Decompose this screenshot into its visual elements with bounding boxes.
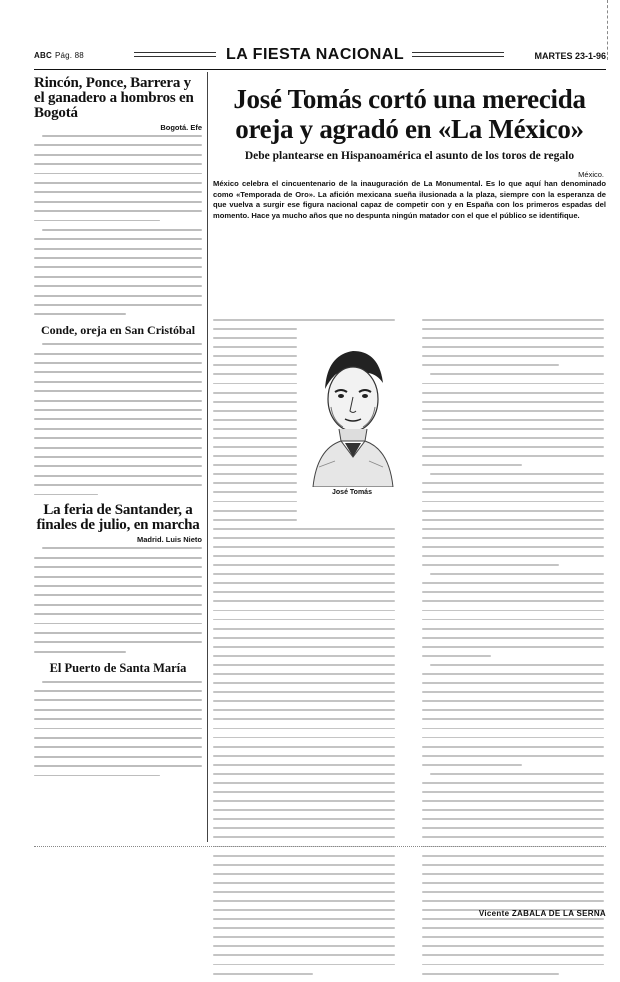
text-line	[34, 456, 202, 458]
text-line	[422, 936, 604, 938]
publication-name: ABC	[34, 51, 52, 60]
text-line	[430, 664, 604, 666]
text-line	[34, 690, 202, 692]
text-line	[422, 718, 604, 720]
text-line	[422, 337, 604, 339]
text-line	[213, 328, 297, 330]
text-line	[42, 135, 202, 137]
text-line	[422, 918, 604, 920]
text-line	[422, 537, 604, 539]
text-line	[34, 604, 202, 606]
footer-rule	[34, 846, 606, 847]
text-line	[422, 646, 604, 648]
text-line	[422, 619, 604, 621]
text-line	[422, 682, 604, 684]
text-line	[213, 973, 313, 975]
text-line	[213, 600, 395, 602]
text-line	[213, 673, 395, 675]
text-line	[34, 576, 202, 578]
text-line	[34, 220, 160, 222]
text-line	[213, 864, 395, 866]
text-line	[422, 355, 604, 357]
text-line	[213, 392, 297, 394]
text-line	[42, 547, 202, 549]
text-line	[213, 691, 395, 693]
page-number: Pág. 88	[54, 51, 84, 60]
author-signature: Vicente ZABALA DE LA SERNA	[478, 909, 606, 918]
publication-page-label	[34, 51, 84, 60]
text-line	[422, 728, 604, 730]
text-line	[422, 610, 604, 612]
header-rule	[412, 56, 504, 57]
text-line	[213, 700, 395, 702]
left-column	[34, 76, 202, 784]
text-line	[213, 446, 297, 448]
article-headline-puerto: El Puerto de Santa María	[49, 660, 187, 675]
text-line	[34, 613, 202, 615]
text-line	[34, 699, 202, 701]
text-line	[213, 836, 395, 838]
dateline: México.	[578, 170, 604, 179]
text-line	[34, 465, 202, 467]
text-line	[34, 437, 202, 439]
text-line	[34, 484, 202, 486]
text-line	[213, 728, 395, 730]
text-line	[34, 728, 202, 730]
text-line	[213, 637, 395, 639]
text-line	[422, 482, 604, 484]
text-line	[34, 371, 202, 373]
text-line	[422, 600, 604, 602]
text-line	[34, 210, 202, 212]
text-line	[422, 637, 604, 639]
text-line	[422, 882, 604, 884]
text-line	[34, 285, 202, 287]
text-line	[422, 737, 604, 739]
text-line	[213, 401, 297, 403]
text-line	[422, 501, 604, 503]
text-line	[213, 437, 297, 439]
text-line	[213, 528, 395, 530]
text-line	[34, 566, 202, 568]
text-line	[213, 954, 395, 956]
text-line	[422, 691, 604, 693]
article-body-san-cristobal	[34, 343, 202, 495]
text-line	[213, 591, 395, 593]
text-line	[213, 555, 395, 557]
text-line	[422, 709, 604, 711]
text-line	[422, 392, 604, 394]
article-body-bogota	[34, 135, 202, 315]
text-line	[213, 927, 395, 929]
page-header	[34, 46, 606, 68]
text-line	[422, 510, 604, 512]
text-line	[34, 400, 202, 402]
text-line	[34, 765, 202, 767]
body-column-1	[213, 319, 395, 982]
text-line	[213, 364, 297, 366]
text-line	[422, 364, 559, 366]
text-line	[42, 229, 202, 231]
text-line	[213, 383, 297, 385]
text-line	[213, 882, 395, 884]
text-line	[34, 447, 202, 449]
text-line	[422, 973, 559, 975]
text-line	[422, 700, 604, 702]
text-line	[422, 836, 604, 838]
text-line	[34, 173, 202, 175]
text-line	[213, 610, 395, 612]
text-line	[422, 437, 604, 439]
text-line	[34, 313, 126, 315]
text-line	[34, 266, 202, 268]
body-column-2	[422, 319, 604, 982]
text-line	[213, 464, 297, 466]
text-line	[213, 718, 395, 720]
text-line	[213, 773, 395, 775]
text-line	[422, 782, 604, 784]
text-line	[34, 428, 202, 430]
text-line	[422, 519, 604, 521]
text-line	[34, 163, 202, 165]
text-line	[422, 446, 604, 448]
text-line	[422, 655, 491, 657]
text-line	[422, 791, 604, 793]
text-line	[213, 564, 395, 566]
text-line	[34, 353, 202, 355]
text-line	[34, 390, 202, 392]
issue-date: MARTES 23-1-96	[534, 51, 606, 61]
text-line	[422, 628, 604, 630]
text-line	[34, 144, 202, 146]
header-rule	[134, 56, 216, 57]
text-line	[422, 827, 604, 829]
text-line	[213, 782, 395, 784]
text-line	[213, 655, 395, 657]
text-line	[422, 383, 604, 385]
text-line	[34, 756, 202, 758]
text-line	[422, 346, 604, 348]
text-line	[34, 362, 202, 364]
header-rule	[412, 52, 504, 53]
text-line	[34, 238, 202, 240]
text-line	[213, 373, 297, 375]
text-line	[34, 182, 202, 184]
article-headline-bogota: Rincón, Ponce, Barrera y el ganadero a hombros en Bogotá	[34, 75, 194, 121]
text-line	[213, 619, 395, 621]
photo-caption: José Tomás	[332, 489, 372, 496]
text-line	[422, 800, 604, 802]
text-line	[422, 809, 604, 811]
text-line	[34, 295, 202, 297]
text-line	[213, 337, 297, 339]
text-line	[422, 491, 604, 493]
page-edge-marks	[607, 0, 616, 60]
article-body-puerto	[34, 681, 202, 777]
text-line	[422, 673, 604, 675]
text-line	[34, 709, 202, 711]
text-line	[213, 355, 297, 357]
text-line	[422, 746, 604, 748]
text-line	[213, 764, 395, 766]
text-line	[34, 475, 202, 477]
text-line	[213, 319, 395, 321]
text-line	[422, 546, 604, 548]
text-line	[422, 555, 604, 557]
text-line	[422, 419, 604, 421]
text-line	[213, 809, 395, 811]
text-line	[422, 954, 604, 956]
text-line	[213, 746, 395, 748]
main-article	[213, 80, 606, 918]
text-line	[213, 737, 395, 739]
text-line	[213, 455, 297, 457]
text-line	[34, 623, 202, 625]
text-line	[422, 319, 604, 321]
text-line	[34, 257, 202, 259]
text-line	[213, 964, 395, 966]
lead-paragraph: México celebra el cincuentenario de la inauguración de La Monumental. Es lo que aquí han denominado como «Temporada de Oro». La afición mexicana sueña ilusionada a la plaza, siempre con la esperanza de que vuelva a surgir ese figura nacional capaz de competir con y en España con los primeros espadas del momento. Hace ya mucho años que no despunta ningún matador con el que el público se identifique.	[213, 179, 606, 220]
text-line	[213, 582, 395, 584]
text-line	[213, 900, 395, 902]
text-line	[42, 343, 202, 345]
text-line	[213, 682, 395, 684]
text-line	[34, 276, 202, 278]
text-line	[213, 482, 297, 484]
text-line	[422, 582, 604, 584]
text-line	[213, 473, 297, 475]
text-line	[422, 401, 604, 403]
text-line	[213, 664, 395, 666]
text-line	[213, 346, 297, 348]
text-line	[213, 428, 297, 430]
text-line	[34, 154, 202, 156]
text-line	[422, 945, 604, 947]
text-line	[34, 409, 202, 411]
text-line	[34, 775, 160, 777]
text-line	[34, 304, 202, 306]
text-line	[34, 381, 202, 383]
text-line	[422, 328, 604, 330]
text-line	[213, 891, 395, 893]
text-line	[422, 864, 604, 866]
text-line	[422, 410, 604, 412]
text-line	[34, 746, 202, 748]
text-line	[430, 573, 604, 575]
text-line	[213, 546, 395, 548]
text-line	[213, 628, 395, 630]
text-line	[34, 201, 202, 203]
text-line	[213, 573, 395, 575]
text-line	[213, 519, 297, 521]
text-line	[34, 641, 202, 643]
text-line	[422, 764, 522, 766]
text-line	[34, 737, 202, 739]
text-line	[422, 755, 604, 757]
article-byline-santander: Madrid. Luis Nieto	[136, 535, 202, 545]
text-line	[213, 936, 395, 938]
text-line	[422, 528, 604, 530]
text-line	[430, 373, 604, 375]
text-line	[422, 891, 604, 893]
text-line	[213, 537, 395, 539]
text-line	[422, 564, 559, 566]
text-line	[422, 591, 604, 593]
text-line	[213, 918, 395, 920]
text-line	[34, 494, 98, 496]
article-body-santander	[34, 547, 202, 652]
text-line	[213, 646, 395, 648]
article-headline-santander: La feria de Santander, a finales de julio, en marcha	[36, 502, 200, 534]
text-line	[213, 510, 297, 512]
text-line	[422, 464, 522, 466]
article-headline-san-cristobal: Conde, oreja en San Cristóbal	[40, 323, 196, 338]
text-line	[430, 773, 604, 775]
header-rule	[134, 52, 216, 53]
text-line	[213, 501, 297, 503]
text-line	[34, 718, 202, 720]
text-line	[422, 927, 604, 929]
text-line	[34, 632, 202, 634]
text-line	[213, 419, 297, 421]
text-line	[213, 755, 395, 757]
text-line	[422, 873, 604, 875]
text-line	[422, 428, 604, 430]
text-line	[34, 191, 202, 193]
text-line	[213, 791, 395, 793]
section-title: LA FIESTA NACIONAL	[226, 46, 405, 63]
main-subheadline: Debe plantearse en Hispanoamérica el asunto de los toros de regalo	[244, 150, 575, 162]
text-line	[213, 410, 297, 412]
text-line	[422, 455, 604, 457]
text-line	[34, 418, 202, 420]
text-line	[34, 594, 202, 596]
text-line	[213, 709, 395, 711]
text-line	[34, 651, 126, 653]
text-line	[42, 681, 202, 683]
text-line	[213, 818, 395, 820]
text-line	[422, 964, 604, 966]
text-line	[213, 873, 395, 875]
text-line	[213, 491, 297, 493]
text-line	[34, 557, 202, 559]
text-line	[213, 827, 395, 829]
header-divider	[34, 69, 606, 70]
text-line	[34, 585, 202, 587]
text-line	[422, 900, 604, 902]
text-line	[213, 945, 395, 947]
article-byline-bogota: Bogotá. Efe	[160, 123, 202, 132]
text-line	[34, 248, 202, 250]
text-line	[430, 473, 604, 475]
main-headline: José Tomás cortó una merecida oreja y agradó en «La México»	[233, 84, 586, 144]
column-divider	[207, 72, 208, 842]
jose-tomas-portrait	[305, 337, 399, 487]
text-line	[422, 818, 604, 820]
text-line	[213, 800, 395, 802]
